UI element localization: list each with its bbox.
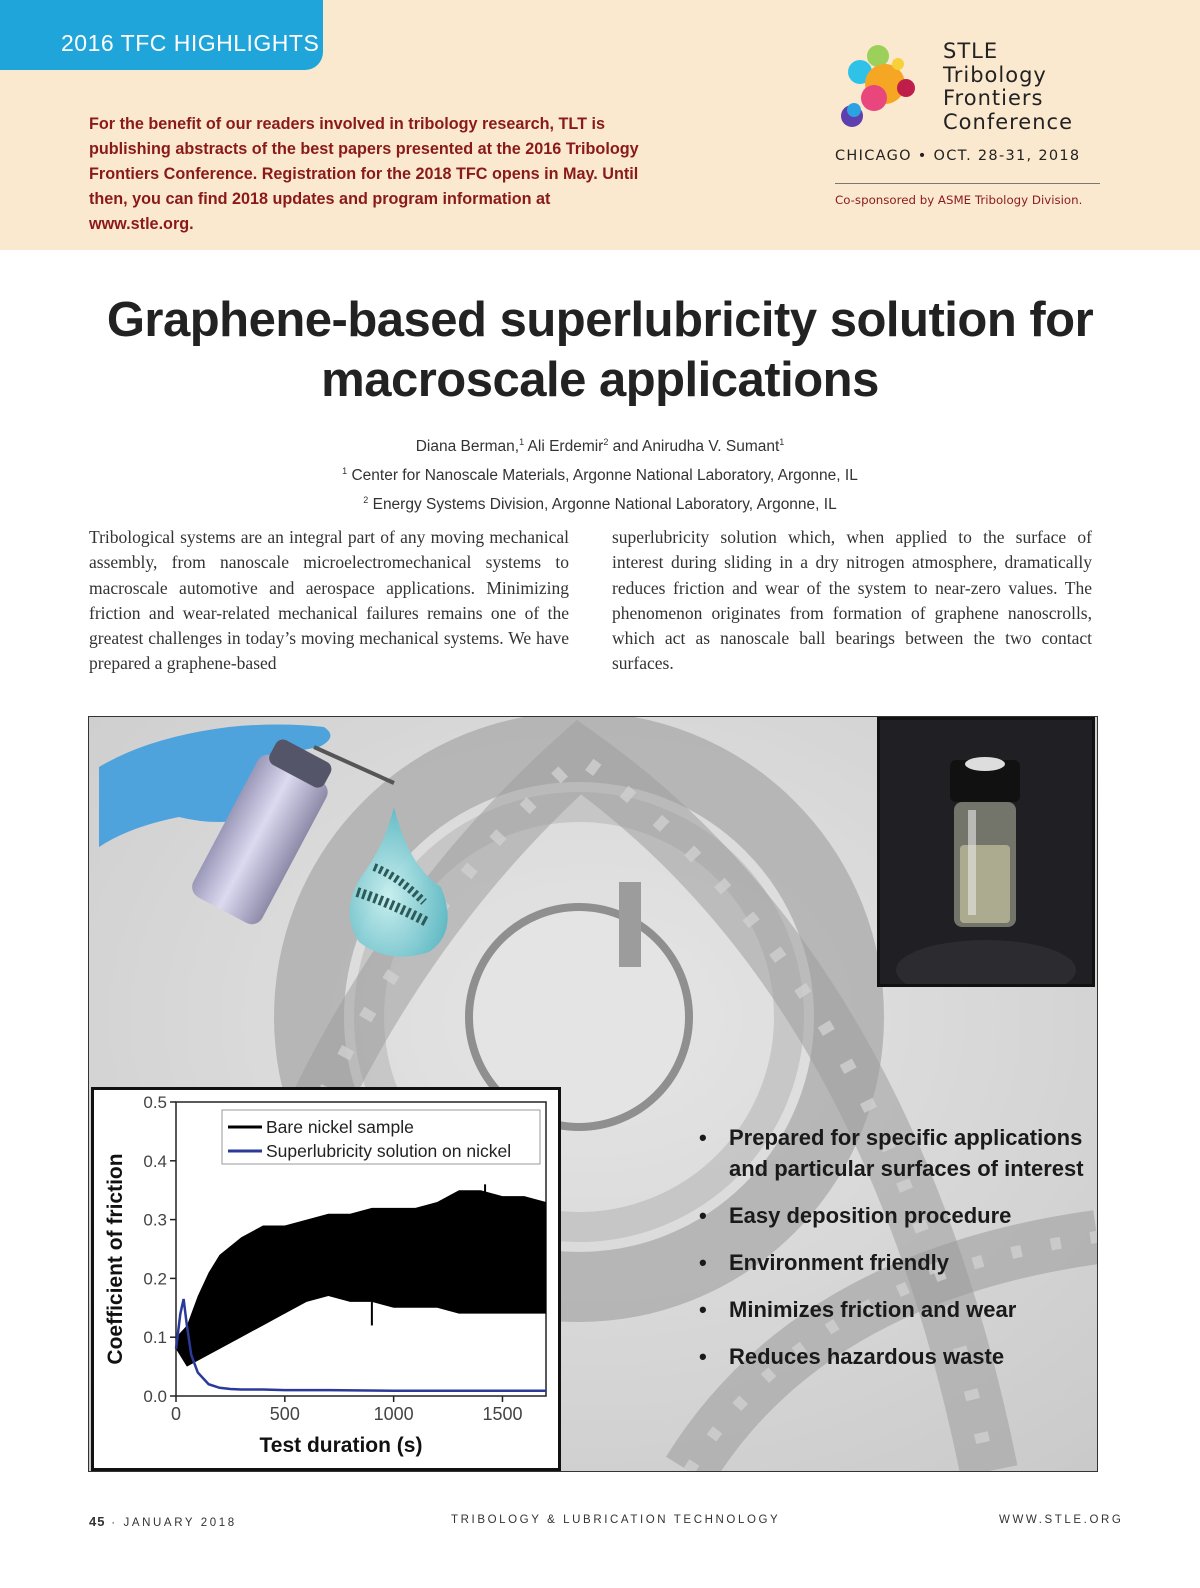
- benefit-item: • Minimizes friction and wear: [699, 1294, 1089, 1325]
- y-tick-label: 0.1: [143, 1328, 167, 1348]
- author-superscript: 1: [519, 437, 525, 447]
- y-axis-label: Coefficient of friction: [104, 1153, 127, 1365]
- page-number: 45: [89, 1514, 106, 1529]
- intro-text: [89, 112, 649, 237]
- y-tick-label: 0.3: [143, 1210, 167, 1230]
- benefit-item: • Environment friendly: [699, 1247, 1089, 1278]
- friction-chart-svg: [94, 1090, 558, 1468]
- x-tick-label: 0: [170, 1404, 182, 1424]
- conference-cosponsor: Co-sponsored by ASME Tribology Division.: [835, 193, 1083, 207]
- author-list: [100, 430, 1100, 459]
- legend-label: Bare nickel sample: [266, 1117, 414, 1137]
- affiliation: [100, 459, 1100, 488]
- affiliation-text: Center for Nanoscale Materials, Argonne National Laboratory, Argonne, IL: [347, 467, 858, 485]
- header-band: [0, 0, 1200, 250]
- footer-separator: ·: [105, 1517, 124, 1529]
- section-tab-label: 2016 TFC HIGHLIGHTS: [61, 30, 320, 56]
- benefits-list: [699, 1122, 1089, 1388]
- intro-line: publishing abstracts of the best papers presented at the 2016 Tribology: [89, 140, 639, 158]
- conference-name-line: Conference: [943, 109, 1074, 134]
- footer-website: WWW.STLE.ORG: [999, 1514, 1124, 1526]
- x-axis-label: Test duration (s): [259, 1434, 423, 1457]
- vial-icon: [880, 720, 1092, 984]
- vial-photo-inset: [877, 717, 1095, 987]
- affiliation-superscript: 1: [342, 466, 348, 477]
- benefit-item: • Reduces hazardous waste: [699, 1341, 1089, 1372]
- legend-label: Superlubricity solution on nickel: [266, 1141, 512, 1161]
- article-title-line: macroscale applications: [321, 353, 879, 407]
- section-tab: [0, 0, 323, 70]
- figure: [88, 716, 1098, 1472]
- affiliation-text: Energy Systems Division, Argonne National Laboratory, Argonne, IL: [368, 496, 837, 514]
- x-tick-label: 1500: [482, 1404, 523, 1424]
- y-tick-label: 0.2: [143, 1269, 167, 1289]
- article-title-line: Graphene-based superlubricity solution for: [106, 293, 1094, 347]
- intro-line: For the benefit of our readers involved in tribology research, TLT is: [89, 115, 605, 133]
- benefit-item: • Easy deposition procedure: [699, 1200, 1089, 1231]
- y-tick-label: 0.0: [143, 1387, 167, 1406]
- affiliation-superscript: 2: [363, 495, 369, 506]
- body-column-right: superlubricity solution which, when applied to the surface of interest during sliding in a dry nitrogen atmosphere, dramatically reduces friction and wear of the system to near-zero values. The phenomenon originates from formation of graphene nanoscrolls, which act as nanoscale ball bearings between the two contact surfaces.: [612, 527, 1092, 674]
- body-column-left: Tribological systems are an integral part of any moving mechanical assembly, from nanoscale microelectromechanical systems to macroscale automotive and aerospace applications. Minimizing friction and wear-related mechanical failures remains one of the greatest challenges in today’s moving mechanical systems. We have prepared a graphene-based: [89, 527, 569, 674]
- conference-logo-icon: [838, 40, 928, 140]
- author-name: Diana Berman,: [415, 438, 520, 456]
- footer-issue-date: JANUARY 2018: [123, 1517, 237, 1529]
- affiliation: [100, 488, 1100, 517]
- intro-line: then, you can find 2018 updates and program information at www.stle.org.: [89, 190, 551, 233]
- author-name: and Anirudha V. Sumant: [608, 438, 780, 456]
- conference-name-line: Frontiers: [943, 86, 1044, 110]
- y-tick-label: 0.4: [143, 1151, 167, 1171]
- article-title: [60, 290, 1140, 410]
- conference-name-line: Tribology: [943, 62, 1047, 87]
- author-superscript: 1: [779, 437, 785, 447]
- conference-name-line: STLE: [943, 39, 999, 63]
- footer-issue: [89, 1514, 237, 1529]
- x-tick-label: 1000: [373, 1404, 414, 1424]
- conference-name: [943, 40, 1073, 134]
- benefit-item: • Prepared for specific applications and particular surfaces of interest: [699, 1122, 1089, 1184]
- author-superscript: 2: [603, 437, 609, 447]
- y-tick-label: 0.5: [143, 1093, 167, 1112]
- conference-location-date: CHICAGO • OCT. 28-31, 2018: [835, 148, 1081, 164]
- intro-line: Frontiers Conference. Registration for the 2018 TFC opens in May. Until: [89, 165, 639, 183]
- conference-divider: [835, 183, 1100, 184]
- author-name: Ali Erdemir: [524, 438, 604, 456]
- authors-block: [100, 430, 1100, 517]
- friction-chart: [91, 1087, 561, 1471]
- x-tick-label: 500: [269, 1404, 300, 1424]
- footer-magazine: TRIBOLOGY & LUBRICATION TECHNOLOGY: [451, 1514, 781, 1526]
